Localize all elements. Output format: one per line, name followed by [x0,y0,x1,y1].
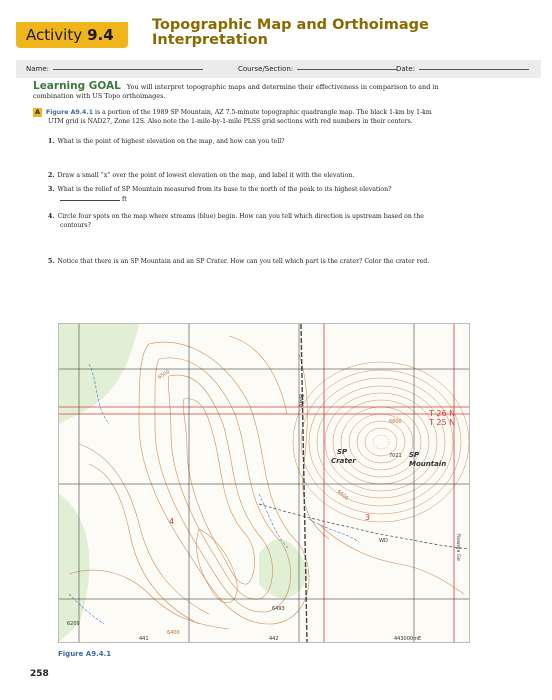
section-a-badge: A [35,108,41,116]
label-t26n: T 26 N [429,409,456,418]
question-number: 4. [48,213,55,220]
question-text: What is the relief of SP Mountain measured from its base to the north of the peak to its highest elevation? [57,186,392,193]
name-line[interactable] [53,68,203,70]
question-number: 1. [48,138,55,145]
unit-ft: ft [121,196,127,203]
title-line-1: Topographic Map and Orthoimage [152,17,429,33]
label-crater: Crater [331,457,356,465]
question-3 [48,185,478,204]
learning-goal-text-1: You will interpret topographic maps and determine their effectiveness in comparison to and in [126,83,439,91]
learning-goal-heading: Learning GOAL [33,80,121,92]
label-section-3: 3 [365,513,371,522]
label-road: BMV [297,394,304,408]
label-6600: 6600 [335,488,350,502]
date-label: Date: [396,65,416,73]
label-6209: 6209 [67,621,80,627]
vegetation-areas [59,324,309,642]
trail [259,504,469,549]
page-number: 258 [30,669,49,679]
topographic-map [58,323,470,643]
name-label: Name: [26,65,50,73]
question-2 [48,171,478,180]
question-text-cont: contours? [60,222,91,229]
section-a-text-2: UTM grid is NAD27, Zone 12S. Also note the 1-mile-by-1-mile PLSS grid sections with red numbers in their centers. [48,118,413,125]
page-header [0,0,552,60]
learning-goal-text-2: combination with US Topo orthoimages. [33,92,166,100]
relief-answer-line[interactable] [60,194,120,201]
name-bar [16,60,541,78]
course-line[interactable] [297,68,397,70]
question-number: 3. [48,186,55,193]
question-text: Draw a small “x” over the point of lowest elevation on the map, and label it with the elevation. [57,172,355,179]
figure-caption: Figure A9.4.1 [58,650,112,658]
sp-mountain-contours [293,362,469,522]
activity-tab [16,22,128,48]
road [301,324,307,642]
course-label: Course/Section: [238,65,294,73]
label-section-4: 4 [169,517,175,526]
label-6400: 6400 [167,630,180,636]
figure-reference: Figure A9.4.1 [46,109,94,116]
label-t25n: T 25 N [429,418,456,427]
question-1 [48,137,478,146]
question-number: 2. [48,172,55,179]
question-text: What is the point of highest elevation on the map, and how can you tell? [57,138,285,145]
label-6800: 6800 [389,419,402,425]
course-field[interactable] [238,65,397,73]
name-field[interactable] [26,65,203,73]
learning-goal [33,82,523,101]
label-6493: 6493 [272,606,285,612]
activity-number: 9.4 [87,26,114,44]
map-svg [59,324,469,642]
question-5 [48,257,478,266]
label-sp-mountain: SP [409,451,420,459]
label-6500: 6500 [157,369,172,381]
question-text: Notice that there is an SP Mountain and an SP Crater. How can you tell which part is the crater? Color the crater red. [57,258,430,265]
label-wd: WD [379,538,388,544]
date-field[interactable] [396,65,529,73]
streams [69,364,359,624]
section-a [33,108,523,126]
question-text: Circle four spots on the map where streams (blue) begin. How can you tell which direction is upstream based on the [57,213,424,220]
section-a-text-1: is a portion of the 1989 SP Mountain, AZ 7.5-minute topographic quadrangle map. The black 1-km by 1-km [93,109,432,116]
question-number: 5. [48,258,55,265]
label-sp-crater: SP [337,448,348,456]
title-line-2: Interpretation [152,32,268,48]
label-grid-442: 442 [269,636,279,642]
label-peak-elevation: 7021 [389,453,402,459]
label-grid-443: 443000mE [394,636,422,642]
label-side: Nawaja Ge [455,534,461,561]
activity-word: Activity [26,26,83,44]
question-4 [48,212,478,230]
date-line[interactable] [419,68,529,70]
page-title [152,18,429,48]
label-mountain: Mountain [409,460,447,468]
label-grid-441: 441 [139,636,149,642]
